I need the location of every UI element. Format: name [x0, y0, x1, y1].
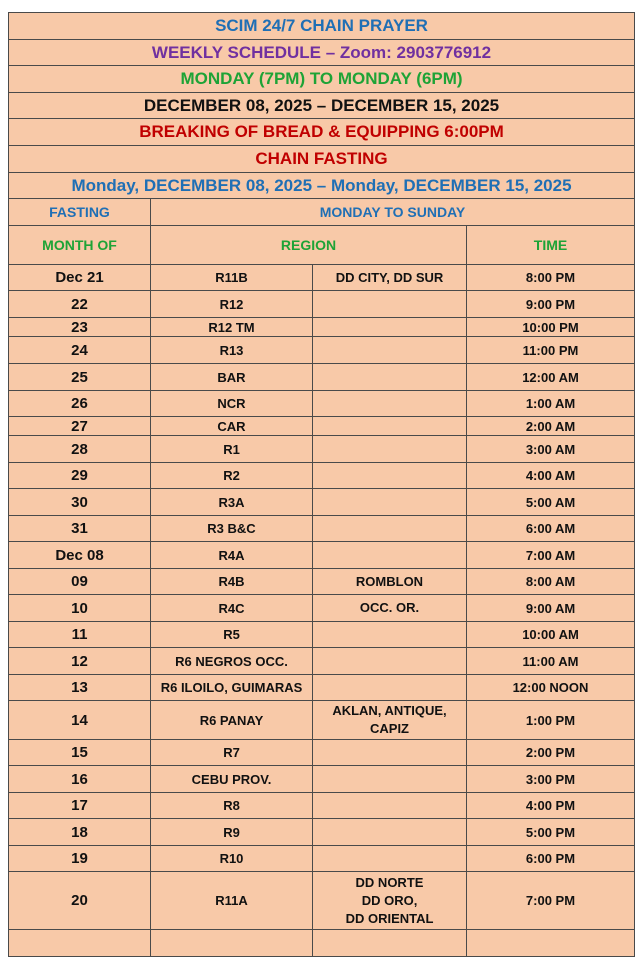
row-subregion: [313, 622, 467, 648]
row-day: 18: [9, 819, 151, 846]
row-subregion: [313, 542, 467, 569]
row-region: R4B: [151, 569, 313, 595]
row-region: R1: [151, 436, 313, 463]
row-subregion: [313, 391, 467, 417]
row-day: 14: [9, 701, 151, 740]
table-row: [9, 516, 635, 542]
row-day: 20: [9, 872, 151, 930]
page-title: SCIM 24/7 CHAIN PRAYER: [9, 13, 635, 40]
row-region: R7: [151, 740, 313, 766]
row-time: 6:00 AM: [467, 516, 635, 542]
row-region: R11A: [151, 872, 313, 930]
row-time: 3:00 AM: [467, 436, 635, 463]
row-region: R13: [151, 337, 313, 364]
table-row: [9, 364, 635, 391]
row-time: 11:00 AM: [467, 648, 635, 675]
row-time: 1:00 AM: [467, 391, 635, 417]
row-time: 7:00 AM: [467, 542, 635, 569]
row-region: R5: [151, 622, 313, 648]
table-row: [9, 489, 635, 516]
row-time: 2:00 AM: [467, 417, 635, 436]
weekly-row: [9, 40, 635, 66]
row-region: R12: [151, 291, 313, 318]
row-day: Dec 08: [9, 542, 151, 569]
row-subregion: [313, 766, 467, 793]
row-region: NCR: [151, 391, 313, 417]
row-subregion: DD NORTE DD ORO, DD ORIENTAL: [313, 872, 467, 930]
title-row: [9, 13, 635, 40]
row-subregion: [313, 364, 467, 391]
table-row: [9, 291, 635, 318]
row-day: 24: [9, 337, 151, 364]
row-region: R9: [151, 819, 313, 846]
row-day: 31: [9, 516, 151, 542]
table-row: [9, 740, 635, 766]
row-subregion: [313, 793, 467, 819]
row-time: 2:00 PM: [467, 740, 635, 766]
dates-row: [9, 93, 635, 119]
table-row: [9, 542, 635, 569]
row-day: 22: [9, 291, 151, 318]
row-subregion: OCC. OR.: [313, 595, 467, 622]
row-subregion: [313, 819, 467, 846]
col-month-header: MONTH OF: [9, 226, 151, 265]
table-row: [9, 872, 635, 930]
col-time-header: TIME: [467, 226, 635, 265]
row-region: R8: [151, 793, 313, 819]
row-region: R6 PANAY: [151, 701, 313, 740]
row-time: [467, 930, 635, 957]
weekly-schedule: WEEKLY SCHEDULE – Zoom: 2903776912: [9, 40, 635, 66]
row-subregion: [313, 337, 467, 364]
row-time: 7:00 PM: [467, 872, 635, 930]
table-row: [9, 622, 635, 648]
fasting-dates: Monday, DECEMBER 08, 2025 – Monday, DECEMBER 15, 2025: [9, 173, 635, 199]
row-region: CAR: [151, 417, 313, 436]
row-region: CEBU PROV.: [151, 766, 313, 793]
table-row: [9, 930, 635, 957]
table-row: [9, 569, 635, 595]
row-region: R3A: [151, 489, 313, 516]
row-day: 11: [9, 622, 151, 648]
row-subregion: ROMBLON: [313, 569, 467, 595]
row-time: 3:00 PM: [467, 766, 635, 793]
row-region: R6 NEGROS OCC.: [151, 648, 313, 675]
row-time: 9:00 PM: [467, 291, 635, 318]
row-region: R6 ILOILO, GUIMARAS: [151, 675, 313, 701]
chain-fasting-title: CHAIN FASTING: [9, 146, 635, 173]
row-day: 28: [9, 436, 151, 463]
row-subregion: [313, 930, 467, 957]
row-subregion: [313, 436, 467, 463]
table-row: [9, 648, 635, 675]
fasting-dates-row: [9, 173, 635, 199]
row-region: BAR: [151, 364, 313, 391]
row-subregion: [313, 648, 467, 675]
row-day: 29: [9, 463, 151, 489]
row-time: 11:00 PM: [467, 337, 635, 364]
row-time: 5:00 PM: [467, 819, 635, 846]
row-subregion: [313, 740, 467, 766]
row-region: R4C: [151, 595, 313, 622]
row-day: 30: [9, 489, 151, 516]
table-row: [9, 675, 635, 701]
fasting-header-row: [9, 199, 635, 226]
row-region: R12 TM: [151, 318, 313, 337]
row-day: 19: [9, 846, 151, 872]
table-row: [9, 417, 635, 436]
row-subregion: [313, 291, 467, 318]
table-row: [9, 463, 635, 489]
schedule-span: MONDAY (7PM) TO MONDAY (6PM): [9, 66, 635, 93]
row-day: 09: [9, 569, 151, 595]
table-row: [9, 766, 635, 793]
row-time: 10:00 PM: [467, 318, 635, 337]
breaking-row: [9, 119, 635, 146]
table-row: [9, 391, 635, 417]
schedule-table: [8, 12, 635, 957]
table-row: [9, 701, 635, 740]
row-subregion: [313, 318, 467, 337]
row-subregion: DD CITY, DD SUR: [313, 265, 467, 291]
row-time: 5:00 AM: [467, 489, 635, 516]
table-row: [9, 265, 635, 291]
table-row: [9, 846, 635, 872]
row-time: 6:00 PM: [467, 846, 635, 872]
row-day: 16: [9, 766, 151, 793]
row-time: 12:00 AM: [467, 364, 635, 391]
days-label: MONDAY TO SUNDAY: [151, 199, 635, 226]
table-row: [9, 793, 635, 819]
row-day: 13: [9, 675, 151, 701]
row-day: Dec 21: [9, 265, 151, 291]
row-region: R2: [151, 463, 313, 489]
row-time: 9:00 AM: [467, 595, 635, 622]
row-subregion: [313, 846, 467, 872]
column-header-row: [9, 226, 635, 265]
row-subregion: [313, 417, 467, 436]
row-time: 10:00 AM: [467, 622, 635, 648]
fasting-title-row: [9, 146, 635, 173]
fasting-label: FASTING: [9, 199, 151, 226]
row-subregion: [313, 489, 467, 516]
col-region-header: REGION: [151, 226, 467, 265]
breaking-of-bread: BREAKING OF BREAD & EQUIPPING 6:00PM: [9, 119, 635, 146]
row-region: R10: [151, 846, 313, 872]
row-subregion: AKLAN, ANTIQUE, CAPIZ: [313, 701, 467, 740]
row-region: [151, 930, 313, 957]
row-region: R3 B&C: [151, 516, 313, 542]
row-region: R11B: [151, 265, 313, 291]
row-day: 26: [9, 391, 151, 417]
row-day: 27: [9, 417, 151, 436]
span-row: [9, 66, 635, 93]
table-row: [9, 436, 635, 463]
row-day: 25: [9, 364, 151, 391]
row-day: 12: [9, 648, 151, 675]
row-subregion: [313, 463, 467, 489]
table-row: [9, 595, 635, 622]
schedule-dates: DECEMBER 08, 2025 – DECEMBER 15, 2025: [9, 93, 635, 119]
row-time: 4:00 PM: [467, 793, 635, 819]
table-row: [9, 819, 635, 846]
row-subregion: [313, 675, 467, 701]
row-day: 17: [9, 793, 151, 819]
row-time: 8:00 AM: [467, 569, 635, 595]
row-day: 23: [9, 318, 151, 337]
row-time: 1:00 PM: [467, 701, 635, 740]
row-day: 15: [9, 740, 151, 766]
row-time: 12:00 NOON: [467, 675, 635, 701]
row-time: 8:00 PM: [467, 265, 635, 291]
row-subregion: [313, 516, 467, 542]
row-time: 4:00 AM: [467, 463, 635, 489]
row-day: [9, 930, 151, 957]
row-region: R4A: [151, 542, 313, 569]
row-day: 10: [9, 595, 151, 622]
table-row: [9, 318, 635, 337]
table-row: [9, 337, 635, 364]
